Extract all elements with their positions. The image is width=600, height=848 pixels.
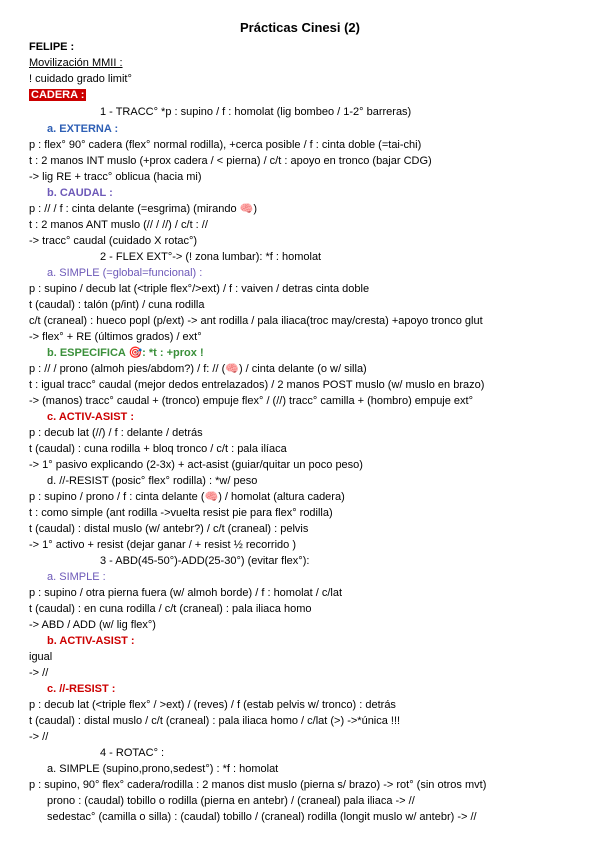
line-45: 4 - ROTAC° : [100, 747, 165, 759]
line-32: -> 1° activo + resist (dejar ganar / + resist ½ recorrido ) [29, 539, 296, 551]
line-46: a. SIMPLE (supino,prono,sedest°) : *f : homolat [47, 763, 279, 775]
line-24: c. ACTIV-ASIST : [47, 411, 134, 423]
line-44: -> // [29, 731, 49, 743]
line-42: p : decub lat (<triple flex° / >ext) / (reves) / f (estab pelvis w/ tronco) : detrás [29, 699, 396, 711]
line-10: b. CAUDAL : [47, 187, 113, 199]
line-23: -> (manos) tracc° caudal + (tronco) empuje flex° / (//) tracc° camilla + (hombro) empuje ext° [29, 395, 473, 407]
line-18: c/t (craneal) : hueco popl (p/ext) -> ant rodilla / pala iliaca(troc may/cresta) +apoyo tronco glut [29, 315, 483, 327]
line-6: a. EXTERNA : [47, 123, 119, 135]
line-16: p : supino / decub lat (<triple flex°/>ext) / f : vaiven / detras cinta doble [29, 283, 370, 295]
line-27: -> 1° pasivo explicando (2-3x) + act-asist (guiar/quitar un poco peso) [29, 459, 363, 471]
line-36: t (caudal) : en cuna rodilla / c/t (craneal) : pala iliaca homo [29, 603, 312, 615]
line-3: ! cuidado grado limit° [29, 73, 132, 85]
line-14: 2 - FLEX EXT°-> (! zona lumbar): *f : homolat [100, 251, 322, 263]
line-11: p : // / f : cinta delante (=esgrima) (mirando 🧠) [29, 203, 257, 215]
line-33: 3 - ABD(45-50°)-ADD(25-30°) (evitar flex°): [100, 555, 310, 567]
line-8: t : 2 manos INT muslo (+prox cadera / < pierna) / c/t : apoyo en tronco (bajar CDG) [29, 155, 432, 167]
line-47: p : supino, 90° flex° cadera/rodilla : 2 manos dist muslo (pierna s/ brazo) -> rot° (sin otros mvt) [29, 779, 487, 791]
line-2: Movilización MMII : [29, 57, 123, 69]
line-34: a. SIMPLE : [47, 571, 106, 583]
line-22: t : igual tracc° caudal (mejor dedos entrelazados) / 2 manos POST muslo (w/ muslo en brazo) [29, 379, 485, 391]
line-9: -> lig RE + tracc° oblicua (hacia mi) [29, 171, 202, 183]
line-48: prono : (caudal) tobillo o rodilla (pierna en antebr) / (craneal) pala iliaca -> // [47, 795, 415, 807]
line-12: t : 2 manos ANT muslo (// / //) / c/t : // [29, 219, 208, 231]
line-25: p : decub lat (//) / f : delante / detrás [29, 427, 203, 439]
line-49: sedestac° (camilla o silla) : (caudal) tobillo / (craneal) rodilla (longit muslo w/ antebr) -> // [47, 811, 477, 823]
line-43: t (caudal) : distal muslo / c/t (craneal) : pala iliaca homo / c/lat (>) ->*única !!! [29, 715, 401, 727]
line-41: c. //-RESIST : [47, 683, 116, 695]
line-17: t (caudal) : talón (p/int) / cuna rodilla [29, 299, 205, 311]
line-13: -> tracc° caudal (cuidado X rotac°) [29, 235, 198, 247]
line-5: 1 - TRACC° *p : supino / f : homolat (lig bombeo / 1-2° barreras) [100, 106, 412, 118]
line-20: b. ESPECIFICA 🎯: *t : +prox ! [47, 347, 204, 359]
page-title: Prácticas Cinesi (2) [240, 20, 360, 35]
line-26: t (caudal) : cuna rodilla + bloq tronco / c/t : pala ilíaca [29, 443, 287, 455]
line-39: igual [29, 651, 53, 663]
line-4: CADERA : [31, 89, 85, 101]
line-40: -> // [29, 667, 49, 679]
line-1: FELIPE : [29, 41, 75, 53]
line-21: p : // / prono (almoh pies/abdom?) / f: // (🧠) / cinta delante (o w/ silla) [29, 363, 367, 375]
line-28: d. //-RESIST (posic° flex° rodilla) : *w/ peso [47, 475, 258, 487]
line-15: a. SIMPLE (=global=funcional) : [47, 267, 203, 279]
line-30: t : como simple (ant rodilla ->vuelta resist pie para flex° rodilla) [29, 507, 333, 519]
line-38: b. ACTIV-ASIST : [47, 635, 135, 647]
line-35: p : supino / otra pierna fuera (w/ almoh borde) / f : homolat / c/lat [29, 587, 343, 599]
line-7: p : flex° 90° cadera (flex° normal rodilla), +cerca posible / f : cinta doble (=tai-chi) [29, 139, 422, 151]
line-31: t (caudal) : distal muslo (w/ antebr?) / c/t (craneal) : pelvis [29, 523, 309, 535]
line-37: -> ABD / ADD (w/ lig flex°) [29, 619, 156, 631]
line-29: p : supino / prono / f : cinta delante (🧠) / homolat (altura cadera) [29, 491, 345, 503]
line-19: -> flex° + RE (últimos grados) / ext° [29, 331, 202, 343]
